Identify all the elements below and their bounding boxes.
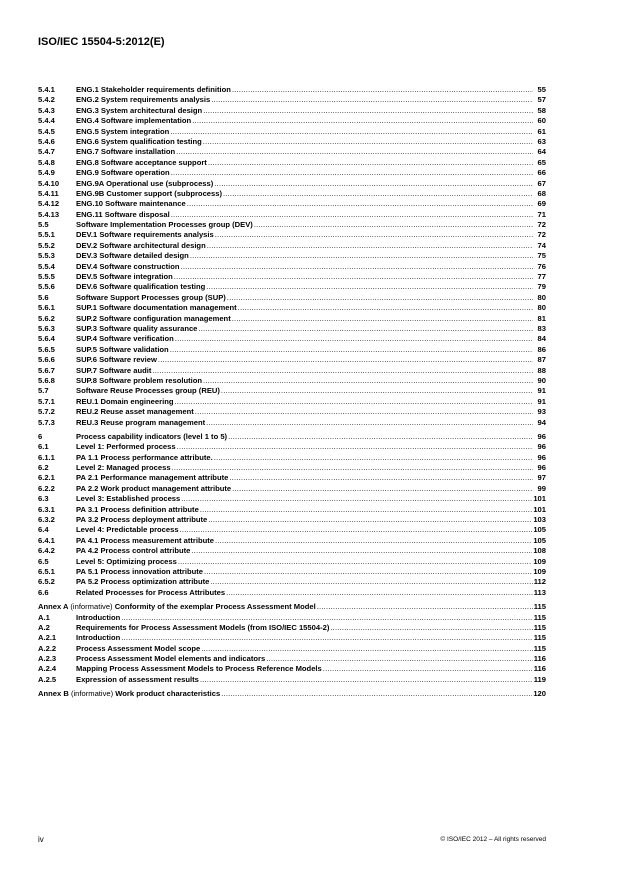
toc-entry-number: 5.7.1 [38,396,55,406]
toc-entry-title: DEV.3 Software detailed design [76,251,189,261]
toc-entry-page: 88 [537,365,546,375]
toc-entry-page: 93 [537,407,546,417]
toc-entry[interactable] [38,515,546,525]
toc-entry-title: ENG.5 System integration [76,126,170,136]
toc-leader-dots [317,602,533,611]
toc-leader-dots [206,418,533,427]
toc-leader-dots [215,536,532,545]
toc-entry[interactable] [38,418,546,428]
toc-entry[interactable] [38,567,546,577]
toc-entry-number: A.2.5 [38,674,57,684]
toc-entry[interactable] [38,241,546,251]
toc-entry-number: 6.5.2 [38,577,55,587]
toc-leader-dots [198,324,533,333]
toc-entry-page: 109 [533,566,546,576]
toc-entry-page: 76 [537,261,546,271]
toc-entry-title: Software Support Processes group (SUP) [76,292,226,302]
toc-entry[interactable] [38,179,546,189]
toc-entry-page: 91 [537,386,546,396]
toc-entry-number: 5.4.9 [38,168,55,178]
toc-entry[interactable] [38,689,546,699]
toc-leader-dots [207,241,533,250]
toc-entry-title: Introduction [76,633,121,643]
toc-entry-page: 109 [533,556,546,566]
toc-entry[interactable] [38,220,546,230]
toc-entry-number: 6.5 [38,556,49,566]
toc-entry-title: Level 1: Performed process [76,442,176,452]
toc-entry-title: SUP.8 Software problem resolution [76,375,203,385]
toc-entry[interactable] [38,557,546,567]
toc-entry[interactable] [38,293,546,303]
toc-entry-title: DEV.4 Software construction [76,261,180,271]
toc-entry-number: 5.6.2 [38,313,55,323]
toc-entry-number: 5.7.3 [38,417,55,427]
toc-entry[interactable] [38,442,546,452]
toc-entry[interactable] [38,127,546,137]
toc-leader-dots [203,106,533,115]
toc-entry-title: PA 4.2 Process control attribute [76,546,191,556]
toc-entry[interactable] [38,168,546,178]
toc-entry[interactable] [38,334,546,344]
toc-entry-page: 67 [537,178,546,188]
toc-entry-page: 91 [537,396,546,406]
toc-entry-number: 5.6.4 [38,334,55,344]
toc-entry-page: 115 [533,633,546,643]
toc-entry-title: PA 5.1 Process innovation attribute [76,566,204,576]
toc-leader-dots [203,376,533,385]
toc-leader-dots [176,147,533,156]
toc-entry[interactable] [38,303,546,313]
toc-entry-number: 6.2 [38,463,49,473]
toc-leader-dots [214,453,533,462]
toc-entry-page: 113 [533,587,546,597]
toc-entry-page: 57 [537,95,546,105]
toc-entry-number: 5.4.11 [38,188,59,198]
toc-entry-number: A.1 [38,612,50,622]
toc-entry-page: 69 [537,199,546,209]
toc-entry-number: 6.3.2 [38,515,55,525]
toc-entry[interactable] [38,525,546,535]
toc-leader-dots [201,644,533,653]
toc-entry-page: 108 [533,546,546,556]
toc-entry[interactable] [38,230,546,240]
toc-leader-dots [175,334,533,343]
toc-entry[interactable] [38,345,546,355]
toc-leader-dots [211,95,533,104]
toc-entry-title: DEV.5 Software integration [76,272,173,282]
toc-entry[interactable] [38,106,546,116]
table-of-contents [38,85,546,700]
toc-entry-number: 5.5.5 [38,272,55,282]
toc-entry-number: A.2 [38,622,50,632]
toc-leader-dots [206,282,533,291]
toc-entry-title: SUP.2 Software configuration management [76,313,231,323]
toc-entry-page: 75 [537,251,546,261]
toc-entry-page: 64 [537,147,546,157]
toc-leader-dots [208,515,532,524]
toc-entry[interactable] [38,397,546,407]
toc-entry[interactable] [38,251,546,261]
toc-entry-number: 5.5.3 [38,251,55,261]
toc-entry-number: 6.6 [38,587,49,597]
toc-entry[interactable] [38,210,546,220]
toc-entry[interactable] [38,407,546,417]
toc-entry-page: 115 [533,602,546,612]
toc-entry[interactable] [38,272,546,282]
toc-leader-dots [215,230,533,239]
toc-leader-dots [204,567,532,576]
toc-entry-page: 61 [537,126,546,136]
toc-entry-number: 6.4 [38,525,49,535]
toc-leader-dots [323,664,533,673]
toc-entry[interactable] [38,376,546,386]
toc-entry-title: ENG.4 Software implementation [76,116,192,126]
toc-entry-title: ENG.10 Software maintenance [76,199,186,209]
toc-entry-page: 80 [537,292,546,302]
toc-entry[interactable] [38,386,546,396]
toc-entry-title: ENG.2 System requirements analysis [76,95,211,105]
toc-entry-number: 6.2.1 [38,473,55,483]
toc-leader-dots [223,189,533,198]
toc-entry-number: 5.4.3 [38,105,55,115]
toc-entry-page: 65 [537,157,546,167]
toc-entry[interactable] [38,644,546,654]
toc-entry-title: PA 3.2 Process deployment attribute [76,515,208,525]
toc-entry[interactable] [38,85,546,95]
toc-leader-dots [170,345,533,354]
toc-leader-dots [227,293,533,302]
toc-entry[interactable] [38,675,546,685]
toc-entry-page: 115 [533,612,546,622]
toc-entry-page: 80 [537,303,546,313]
toc-leader-dots [221,386,533,395]
annex-type: (informative) [70,689,114,699]
toc-entry-number: 5.7.2 [38,407,55,417]
toc-entry-title: Level 2: Managed process [76,463,171,473]
toc-entry-page: 87 [537,355,546,365]
toc-leader-dots [203,137,533,146]
footer-page-number: iv [38,835,44,844]
toc-leader-dots [210,577,532,586]
toc-entry-page: 90 [537,375,546,385]
toc-entry-number: 6.3 [38,494,49,504]
toc-entry-number: 6.3.1 [38,504,55,514]
toc-entry[interactable] [38,577,546,587]
toc-entry-page: 103 [533,515,546,525]
toc-entry-page: 60 [537,116,546,126]
toc-entry-number: 5.4.8 [38,157,55,167]
toc-leader-dots [330,623,532,632]
toc-entry[interactable] [38,602,546,612]
toc-entry-number: 6.1 [38,442,49,452]
toc-entry-title: DEV.6 Software qualification testing [76,282,206,292]
toc-entry-number: 5.4.6 [38,136,55,146]
toc-entry-number: A.2.4 [38,664,57,674]
toc-leader-dots [200,505,533,514]
toc-entry[interactable] [38,494,546,504]
toc-entry-number: 5.7 [38,386,49,396]
toc-entry-title: PA 3.1 Process definition attribute [76,504,199,514]
toc-entry-title [38,602,316,611]
toc-entry-title: PA 2.1 Performance management attribute [76,473,229,483]
toc-entry-number: 5.4.13 [38,209,60,219]
toc-entry-number: 6.4.2 [38,546,55,556]
toc-leader-dots [200,675,533,684]
toc-entry-title: Related Processes for Process Attributes [76,587,226,597]
toc-entry[interactable] [38,432,546,442]
toc-entry-page: 55 [537,85,546,94]
toc-leader-dots [192,116,533,125]
toc-entry-page: 120 [533,689,546,699]
toc-entry-page: 81 [537,313,546,323]
toc-leader-dots [158,355,533,364]
toc-entry-page: 96 [537,452,546,462]
toc-entry-title: ENG.11 Software disposal [76,209,170,219]
toc-entry-title: SUP.6 Software review [76,355,157,365]
annex-label: Annex B [38,689,69,699]
toc-entry[interactable] [38,654,546,664]
toc-leader-dots [172,463,533,472]
toc-entry[interactable] [38,95,546,105]
toc-leader-dots [254,220,533,229]
toc-leader-dots [121,613,532,622]
toc-entry-page: 96 [537,463,546,473]
toc-leader-dots [178,557,532,566]
toc-entry-page: 66 [537,168,546,178]
toc-entry-number: 5.4.12 [38,199,60,209]
toc-leader-dots [171,168,533,177]
toc-entry-number: 5.4.5 [38,126,55,136]
toc-entry[interactable] [38,664,546,674]
toc-entry-page: 63 [537,136,546,146]
toc-entry[interactable] [38,463,546,473]
toc-leader-dots [229,473,533,482]
toc-leader-dots [232,85,533,94]
toc-entry[interactable] [38,314,546,324]
toc-entry-title: SUP.5 Software validation [76,344,169,354]
toc-leader-dots [191,546,532,555]
toc-entry-page: 58 [537,105,546,115]
annex-label: Annex A [38,602,69,612]
toc-entry-page: 83 [537,323,546,333]
toc-entry-title: ENG.6 System qualification testing [76,136,202,146]
toc-entry-number: 5.5 [38,220,49,230]
toc-entry-number: A.2.1 [38,633,57,643]
toc-entry-number: 5.4.1 [38,85,55,94]
toc-entry-title: Level 5: Optimizing process [76,556,177,566]
toc-entry-title: ENG.1 Stakeholder requirements definition [76,85,231,94]
toc-entry-title: Requirements for Process Assessment Models (from ISO/IEC 15504-2) [76,622,330,632]
toc-entry[interactable] [38,484,546,494]
toc-leader-dots [170,127,533,136]
toc-entry-title: Process Assessment Model scope [76,643,201,653]
toc-entry-number: 6 [38,431,43,441]
toc-entry-title: ENG.9 Software operation [76,168,170,178]
toc-leader-dots [266,654,533,663]
toc-entry[interactable] [38,588,546,598]
toc-entry-number: 5.5.2 [38,240,55,250]
toc-entry-page: 105 [533,525,546,535]
toc-entry-number: 6.2.2 [38,483,55,493]
toc-entry[interactable] [38,623,546,633]
toc-entry-number: 5.6.6 [38,355,55,365]
toc-entry-number: 6.4.1 [38,535,55,545]
toc-entry-page: 116 [533,664,546,674]
toc-entry[interactable] [38,453,546,463]
toc-entry-page: 99 [537,483,546,493]
toc-entry-title: ENG.7 Software installation [76,147,176,157]
toc-entry-page: 96 [537,431,546,441]
toc-leader-dots [174,272,533,281]
annex-title: Work product characteristics [115,689,221,699]
toc-leader-dots [228,432,533,441]
toc-entry[interactable] [38,536,546,546]
toc-entry-number: 5.4.7 [38,147,55,157]
toc-entry-title: PA 4.1 Process measurement attribute [76,535,215,545]
toc-entry[interactable] [38,158,546,168]
toc-entry-page: 96 [537,442,546,452]
toc-entry-number: A.2.3 [38,654,57,664]
toc-entry-number: A.2.2 [38,643,57,653]
toc-entry-number: 5.6.8 [38,375,55,385]
toc-entry-title [38,689,220,698]
toc-entry-page: 71 [537,209,546,219]
toc-entry-number: 5.4.10 [38,178,60,188]
toc-entry[interactable] [38,546,546,556]
toc-entry-page: 116 [533,654,546,664]
toc-entry[interactable] [38,366,546,376]
toc-entry[interactable] [38,189,546,199]
toc-entry[interactable] [38,282,546,292]
toc-entry-title: ENG.9A Operational use (subprocess) [76,178,214,188]
toc-entry[interactable] [38,116,546,126]
toc-entry-page: 105 [533,535,546,545]
toc-entry-title: PA 2.2 Work product management attribute [76,483,232,493]
toc-entry[interactable] [38,137,546,147]
toc-leader-dots [232,484,533,493]
toc-entry[interactable] [38,147,546,157]
toc-leader-dots [181,494,532,503]
toc-entry-page: 84 [537,334,546,344]
toc-entry-number: 5.6 [38,292,49,302]
toc-entry-page: 68 [537,188,546,198]
toc-entry-number: 5.5.1 [38,230,55,240]
toc-entry-number: 5.6.7 [38,365,55,375]
toc-entry-title: ENG.9B Customer support (subprocess) [76,188,222,198]
toc-entry-number: 5.6.3 [38,323,55,333]
toc-leader-dots [226,588,533,597]
toc-entry-page: 77 [537,272,546,282]
toc-entry-page: 97 [537,473,546,483]
toc-entry-number: 5.5.6 [38,282,55,292]
toc-entry-title: REU.2 Reuse asset management [76,407,194,417]
toc-leader-dots [152,366,533,375]
toc-entry-page: 94 [537,417,546,427]
toc-entry-page: 101 [533,494,546,504]
toc-entry-title: Software Reuse Processes group (REU) [76,386,220,396]
toc-entry-title: Mapping Process Assessment Models to Process Reference Models [76,664,322,674]
toc-leader-dots [238,303,533,312]
annex-type: (informative) [70,602,113,612]
toc-leader-dots [208,158,533,167]
toc-entry-page: 72 [537,230,546,240]
toc-entry-title: Expression of assessment results [76,674,199,684]
toc-entry-title: PA 5.2 Process optimization attribute [76,577,210,587]
toc-entry-page: 74 [537,240,546,250]
toc-entry-page: 86 [537,344,546,354]
toc-entry-title: Level 4: Predictable process [76,525,179,535]
toc-entry-title: Process capability indicators (level 1 to 5) [76,431,228,441]
toc-entry-number: 5.4.4 [38,116,55,126]
toc-leader-dots [214,179,533,188]
toc-entry[interactable] [38,199,546,209]
toc-leader-dots [180,525,533,534]
toc-leader-dots [221,689,532,698]
toc-entry-page: 79 [537,282,546,292]
toc-entry-title: SUP.4 Software verification [76,334,174,344]
toc-entry[interactable] [38,262,546,272]
toc-entry-title: ENG.3 System architectural design [76,105,203,115]
toc-leader-dots [190,251,533,260]
toc-entry-title: SUP.1 Software documentation management [76,303,237,313]
toc-entry-title: SUP.7 Software audit [76,365,152,375]
toc-entry-page: 119 [533,674,546,684]
toc-entry[interactable] [38,633,546,643]
toc-entry-number: 6.5.1 [38,566,55,576]
toc-leader-dots [195,407,533,416]
toc-leader-dots [181,262,533,271]
toc-entry-number: 5.6.1 [38,303,55,313]
toc-leader-dots [171,210,533,219]
toc-entry-title: ENG.8 Software acceptance support [76,157,207,167]
toc-entry-title: SUP.3 Software quality assurance [76,323,198,333]
toc-entry-title: PA 1.1 Process performance attribute. [76,452,213,462]
toc-entry[interactable] [38,355,546,365]
footer-copyright: © ISO/IEC 2012 – All rights reserved [440,836,546,843]
annex-title: Conformity of the exemplar Process Assessment Model [114,602,316,612]
toc-entry-page: 101 [533,504,546,514]
toc-entry-title: DEV.1 Software requirements analysis [76,230,214,240]
toc-entry-title: Process Assessment Model elements and indicators [76,654,266,664]
toc-entry-number: 5.6.5 [38,344,55,354]
toc-entry-title: Introduction [76,612,121,622]
toc-leader-dots [174,397,533,406]
document-header-title: ISO/IEC 15504-5:2012(E) [38,36,165,48]
toc-entry[interactable] [38,613,546,623]
toc-entry-title: REU.1 Domain engineering [76,396,174,406]
toc-entry-page: 115 [533,622,546,632]
toc-entry-number: 6.1.1 [38,452,55,462]
toc-leader-dots [121,633,532,642]
toc-leader-dots [187,199,533,208]
toc-entry[interactable] [38,473,546,483]
toc-entry-title: Level 3: Established process [76,494,181,504]
toc-entry-page: 72 [537,220,546,230]
toc-leader-dots [177,442,533,451]
toc-entry-title: REU.3 Reuse program management [76,417,206,427]
toc-entry-number: 5.5.4 [38,261,55,271]
toc-leader-dots [232,314,533,323]
toc-entry-number: 5.4.2 [38,95,55,105]
toc-entry-page: 112 [533,577,546,587]
toc-entry-title: Software Implementation Processes group (DEV) [76,220,253,230]
toc-entry[interactable] [38,324,546,334]
toc-entry-title: DEV.2 Software architectural design [76,240,206,250]
toc-entry[interactable] [38,505,546,515]
toc-entry-page: 115 [533,643,546,653]
